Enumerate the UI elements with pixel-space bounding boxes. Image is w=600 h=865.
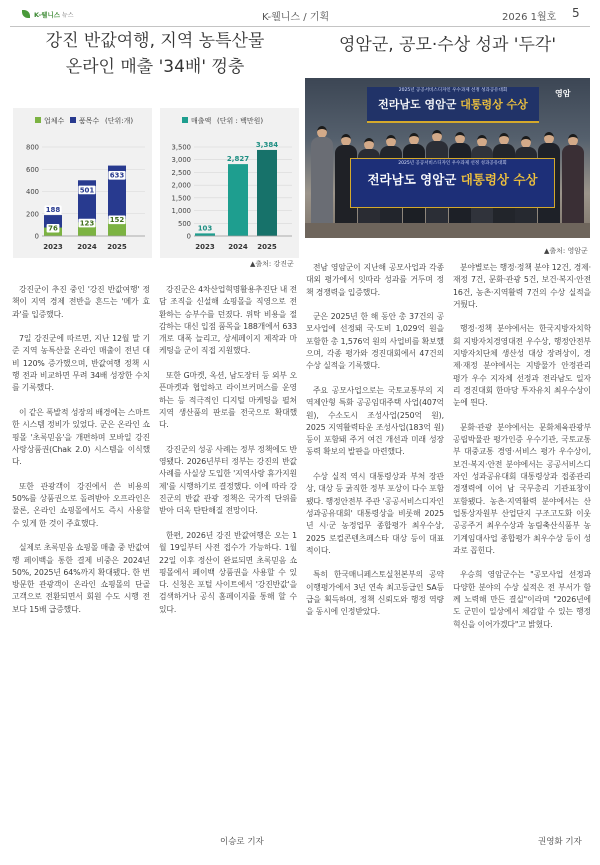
photo-source-caption: ▲출처: 영암군 xyxy=(544,247,588,255)
paragraph: 군은 2025년 한 해 동안 총 37건의 공모사업에 선정돼 국·도비 1,029억 원을 포함한 총 1,576억 원의 사업비를 확보했으며, 각종 평가와 경진대회에서 47건의 수상 실적을 기록했다. xyxy=(306,312,444,371)
bar-매출액 xyxy=(228,164,248,236)
held-banner-subtitle: 2025년 공공서비스디자인 우수과제 선정 성과공유대회 xyxy=(398,161,507,166)
yeongam-logo: 영암 xyxy=(555,89,571,98)
headline-line-2: 온라인 매출 '34배' 껑충 xyxy=(65,57,245,77)
x-tick-label: 2023 xyxy=(195,243,215,251)
held-banner-title xyxy=(351,169,554,191)
left-article-column-1 xyxy=(12,284,150,628)
right-article-byline: 권영화 기자 xyxy=(538,837,582,847)
paragraph: 강진군의 성공 사례는 정부 정책에도 반영됐다. 2026년부터 정부는 강진의 반값 사례를 사실상 도입한 '지역사랑 휴가지원제'를 시행하기로 결정했다. 이에 따라 강진군의 반값 관광 정책은 국가적 단위를 받아 더욱 탄탄해질 전망이다. xyxy=(159,444,297,516)
x-tick-label: 2024 xyxy=(228,243,248,251)
x-tick-label: 2024 xyxy=(77,243,97,251)
top-banner-gold: 대통령상 수상 xyxy=(460,98,528,111)
held-banner-white: 전라남도 영암군 xyxy=(367,172,461,187)
held-banner-gold: 대통령상 수상 xyxy=(460,172,538,187)
left-article-headline xyxy=(10,28,300,80)
data-label: 501 xyxy=(79,186,95,195)
paragraph: 특히 한국매니페스토실천본부의 공약이행평가에서 3년 연속 최고등급인 SA등급을 획득하며, 정책 신뢰도와 행정 역량을 동시에 인정받았다. xyxy=(306,570,444,617)
paragraph: 이 같은 폭발적 성장의 배경에는 스마트한 시스템 정비가 있었다. 군은 온라인 쇼핑몰 '초록믿음'을 개편하며 모바일 강진사랑상품권(Chak 2.0) 시스템을 이식했다. xyxy=(12,407,150,467)
y-tick-label: 1,500 xyxy=(171,194,191,203)
data-label: 123 xyxy=(79,219,95,228)
y-tick-label: 0 xyxy=(186,232,191,241)
legend-label: 업체수 xyxy=(44,117,65,125)
y-tick-label: 600 xyxy=(26,165,39,174)
x-tick-label: 2025 xyxy=(107,243,127,251)
headline-line-1: 강진 반값여행, 지역 농특산물 xyxy=(45,31,265,51)
chart-item-count xyxy=(13,108,152,258)
data-label: 188 xyxy=(45,206,61,215)
data-label: 76 xyxy=(48,224,58,233)
y-tick-label: 3,000 xyxy=(171,156,191,165)
paragraph: 분야별로는 행정·정책 분야 12건, 경제·재정 7건, 문화·관광 5건, 보건·복지·안전 16건, 농촌·지역활력 7건의 수상 실적을 거뒀다. xyxy=(453,263,591,309)
chart-item-count-svg xyxy=(13,108,152,258)
page-number: 5 xyxy=(572,6,580,20)
logo-brand: K-웰니스 xyxy=(34,10,61,19)
newspaper-logo xyxy=(22,8,74,20)
top-banner-title xyxy=(367,95,539,115)
y-tick-label: 400 xyxy=(26,188,39,196)
section-label: K-웰니스 / 기획 xyxy=(262,12,330,23)
paragraph: 강진군이 추진 중인 '강진 반값여행' 정책이 지역 경제 전반을 흔드는 '메가 효과'를 입증했다. xyxy=(12,285,150,319)
legend-label: 매출액 xyxy=(191,117,212,125)
legend-swatch xyxy=(35,117,41,123)
top-banner-subtitle: 2025년 공공서비스디자인 우수과제 선정 성과공유대회 xyxy=(398,88,508,93)
y-tick-label: 2,500 xyxy=(171,168,191,177)
y-tick-label: 3,500 xyxy=(171,143,191,152)
right-article-headline: 영암군, 공모·수상 성과 '두각' xyxy=(338,35,556,55)
bar-매출액 xyxy=(195,233,215,236)
paragraph: 전남 영암군이 지난해 공모사업과 각종 대외 평가에서 잇따라 성과를 거두며 정책 경쟁력을 입증했다. xyxy=(306,263,444,297)
photo-top-banner xyxy=(367,87,539,123)
paragraph: 우승희 영암군수는 "공모사업 선정과 다양한 분야의 수상 실적은 전 부서가 함께 노력해 만든 결실"이라며 "2026년에도 군민이 일상에서 체감할 수 있는 행정 혁신을 이어가겠다"고 밝혔다. xyxy=(453,570,591,629)
leaf-icon xyxy=(22,10,30,18)
chart-sales xyxy=(160,108,299,258)
logo-suffix: 뉴스 xyxy=(62,11,74,19)
paragraph: 행정·정책 분야에서는 한국지방자치학회 지방자치경영대전 우수상, 행정안전부 지방자치단체 생산성 대상 장려상이, 경제·재정 분야에서는 지방물가 안정관리 평가 우수 지자체 선정과 전라남도 일자리 경진대회 한마당 투자유치 최우수상이 눈에 띈다. xyxy=(453,324,591,408)
bar-매출액 xyxy=(257,150,277,236)
legend-label: 품목수 xyxy=(79,117,100,125)
y-tick-label: 200 xyxy=(26,210,39,219)
data-label: 152 xyxy=(109,216,125,225)
x-tick-label: 2025 xyxy=(257,243,277,251)
paragraph: 한편, 2026년 강진 반값여행은 오는 1월 19일부터 사전 접수가 가능하다. 1월 22일 이후 정산이 완료되면 초록믿음 쇼핑몰에서 페이백 상품권을 사용할 수 있다. 신청은 포털 사이트에서 '강진반값'을 검색하거나 공식 홈페이지를 통해 할 수 있다. xyxy=(159,530,297,614)
top-banner-white: 전라남도 영암군 xyxy=(378,98,461,111)
y-tick-label: 500 xyxy=(178,219,191,228)
chart-sales-svg xyxy=(160,108,299,258)
header-divider xyxy=(10,26,590,27)
left-article-byline: 이승로 기자 xyxy=(220,837,264,847)
photo-held-banner xyxy=(350,158,555,208)
legend-swatch xyxy=(182,117,188,123)
y-tick-label: 2,000 xyxy=(171,181,191,190)
issue-label: 2026 1월호 xyxy=(502,12,557,23)
paragraph: 주요 공모사업으로는 국토교통부의 지역제안형 특화 공공임대주택 사업(407억 원), 수소도시 조성사업(250억 원), 2025 지역활력타운 조성사업(183억 원) 등이 포함돼 주거 여건 개선과 미래 성장동력 확보의 발판을 마련했다. xyxy=(306,385,444,457)
award-photo xyxy=(305,78,590,238)
y-tick-label: 1,000 xyxy=(171,207,191,216)
data-label: 3,384 xyxy=(255,140,279,149)
paragraph: 수상 실적 역시 대통령상과 부처 장관상, 대상 등 굵직한 정부 포상이 다수 포함됐다. 행정안전부 주관 '공공서비스디자인 성과공유대회' 대통령상을 비롯해 2025년 시·군 농정업무 종합평가 최우수상, 2025 로컬콘텐츠페스타 대상 등이 대표적이다. xyxy=(306,472,444,555)
y-tick-label: 800 xyxy=(26,143,39,152)
paragraph: 또한 G마켓, 옥션, 남도장터 등 외부 오픈마켓과 협업하고 라이브커머스를 운영하는 등 적극적인 디지털 마케팅을 펼쳐 지역 생산품의 판로를 전국으로 확대했다. xyxy=(159,371,297,430)
right-article-column-1 xyxy=(306,262,444,631)
chart-source-caption: ▲출처: 강진군 xyxy=(250,260,294,268)
paragraph: 강진군은 4차산업혁명활용추진단 내 전담 조직을 신설해 쇼핑몰을 직영으로 전환하는 승부수를 던졌다. 위탁 비용을 절감하는 대신 입점 품목을 188개에서 633개로 대폭 늘리고, 상세페이지 제작과 마케팅을 군이 직접 지원했다. xyxy=(159,285,297,356)
paragraph: 문화·관광 분야에서는 문화체육관광부 공립박물관 평가인증 우수기관, 국토교통부 대중교통 경영·서비스 평가 우수상이, 보건·복지·안전 분야에서는 공공서비스디자인 성과공유대회 대통령상과 접종관리 경쟁력에 이어 남 국무총리 기관표창이 포함됐다. 농촌·지역활력 분야에서는 산업통상자원부 산업단지 구조고도화 이웃 공공주거 최우수상과 농림축산식품부 농기계임대사업 종합평가 최우수상 등이 성과로 꼽힌다. xyxy=(453,422,591,555)
paragraph: 실제로 초록믿음 쇼핑몰 매출 중 반값여행 페이백을 통한 결제 비중은 2024년 50%, 2025년 64%까지 확대됐다. 한 번 방문한 관광객이 온라인 쇼핑몰의 단골 고객으로 전환되면서 회원 수도 시행 전보다 15배 급증했다. xyxy=(12,543,150,614)
right-article-column-2 xyxy=(453,262,591,643)
data-label: 2,827 xyxy=(226,155,250,164)
legend-unit: (단위 : 백만원) xyxy=(217,117,264,125)
data-label: 633 xyxy=(109,171,125,180)
paragraph: 7일 강진군에 따르면, 지난 12월 말 기준 지역 농특산물 온라인 매출이 전년 대비 120% 증가했으며, 반값여행 정책 시행 전과 비교하면 무려 34배 성장한 수치를 기록했다. xyxy=(12,334,150,393)
y-tick-label: 0 xyxy=(34,232,39,241)
x-tick-label: 2023 xyxy=(43,243,63,251)
paragraph: 또한 관광객이 강진에서 쓴 비용의 50%를 상품권으로 돌려받아 오프라인은 물론, 온라인 쇼핑몰에서도 즉시 사용할 수 있게 한 것이 주효했다. xyxy=(12,481,150,528)
left-article-column-2 xyxy=(159,284,297,628)
photo-floor xyxy=(305,223,590,238)
legend-unit: (단위:개) xyxy=(105,117,134,125)
person-figure xyxy=(311,126,333,238)
data-label: 103 xyxy=(197,224,213,233)
legend-swatch xyxy=(70,117,76,123)
